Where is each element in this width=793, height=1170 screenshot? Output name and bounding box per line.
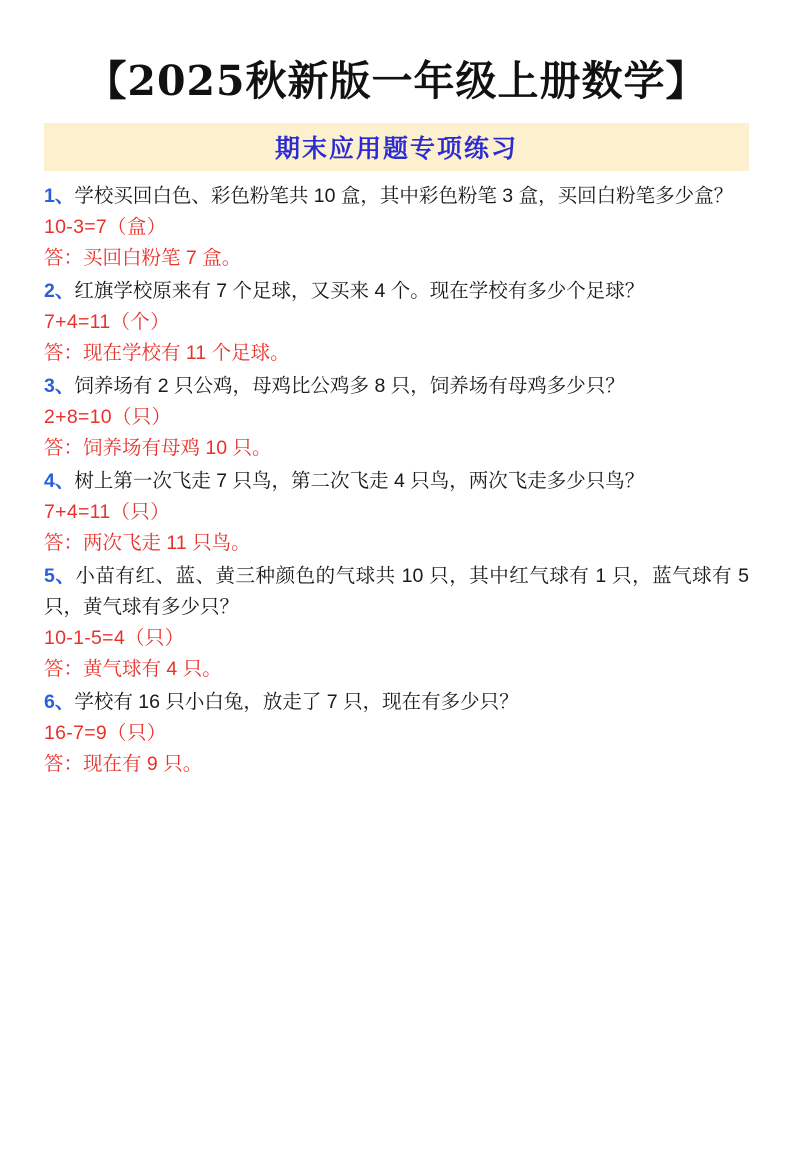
question-text: 小苗有红、蓝、黄三种颜色的气球共 10 只，其中红气球有 1 只，蓝气球有 5 只，黄气球有多少只？ bbox=[44, 565, 749, 618]
question-line bbox=[44, 466, 749, 497]
problem-list bbox=[44, 181, 749, 780]
equation-line: 10-3=7（盒） bbox=[44, 216, 167, 238]
equation-line: 7+4=11（只） bbox=[44, 501, 170, 523]
worksheet-page bbox=[0, 48, 793, 1170]
answer-text: 黄气球有 4 只。 bbox=[83, 658, 222, 680]
answer-label: 答： bbox=[44, 658, 84, 680]
question-line bbox=[44, 181, 749, 212]
problem-item bbox=[44, 466, 749, 559]
question-text: 树上第一次飞走 7 只鸟，第二次飞走 4 只鸟，两次飞走多少只鸟？ bbox=[74, 470, 645, 492]
problem-item bbox=[44, 561, 749, 685]
answer-label: 答： bbox=[44, 437, 84, 459]
problem-item bbox=[44, 276, 749, 369]
question-line bbox=[44, 276, 749, 307]
answer-line bbox=[44, 433, 749, 464]
answer-line bbox=[44, 528, 749, 559]
question-text: 红旗学校原来有 7 个足球，又买来 4 个。现在学校有多少个足球？ bbox=[74, 280, 645, 302]
question-text: 学校买回白色、彩色粉笔共 10 盒，其中彩色粉笔 3 盒，买回白粉笔多少盒？ bbox=[74, 185, 734, 207]
problem-item bbox=[44, 181, 749, 274]
answer-text: 现在学校有 11 个足球。 bbox=[83, 342, 290, 364]
problem-item bbox=[44, 371, 749, 464]
page-title: 【2025秋新版一年级上册数学】 bbox=[85, 57, 708, 105]
answer-text: 饲养场有母鸡 10 只。 bbox=[83, 437, 272, 459]
subtitle-band bbox=[44, 123, 749, 171]
answer-label: 答： bbox=[44, 753, 84, 775]
equation-line: 2+8=10（只） bbox=[44, 406, 172, 428]
answer-line bbox=[44, 338, 749, 369]
question-number: 2、 bbox=[44, 280, 75, 302]
question-number: 3、 bbox=[44, 375, 75, 397]
problem-item bbox=[44, 687, 749, 780]
subtitle: 期末应用题专项练习 bbox=[274, 134, 518, 163]
answer-label: 答： bbox=[44, 247, 84, 269]
answer-line bbox=[44, 243, 749, 274]
equation-line: 10-1-5=4（只） bbox=[44, 627, 185, 649]
equation-line: 16-7=9（只） bbox=[44, 722, 167, 744]
answer-label: 答： bbox=[44, 342, 84, 364]
answer-label: 答： bbox=[44, 532, 84, 554]
answer-line bbox=[44, 654, 749, 685]
question-line bbox=[44, 371, 749, 402]
question-line bbox=[44, 561, 749, 623]
answer-line bbox=[44, 749, 749, 780]
question-number: 4、 bbox=[44, 470, 75, 492]
question-number: 1、 bbox=[44, 185, 75, 207]
answer-text: 现在有 9 只。 bbox=[83, 753, 203, 775]
answer-text: 两次飞走 11 只鸟。 bbox=[83, 532, 251, 554]
answer-text: 买回白粉笔 7 盒。 bbox=[83, 247, 242, 269]
question-line bbox=[44, 687, 749, 718]
question-number: 5、 bbox=[44, 565, 76, 587]
question-number: 6、 bbox=[44, 691, 75, 713]
equation-line: 7+4=11（个） bbox=[44, 311, 170, 333]
question-text: 学校有 16 只小白兔，放走了 7 只，现在有多少只？ bbox=[74, 691, 519, 713]
question-text: 饲养场有 2 只公鸡，母鸡比公鸡多 8 只，饲养场有母鸡多少只？ bbox=[74, 375, 625, 397]
